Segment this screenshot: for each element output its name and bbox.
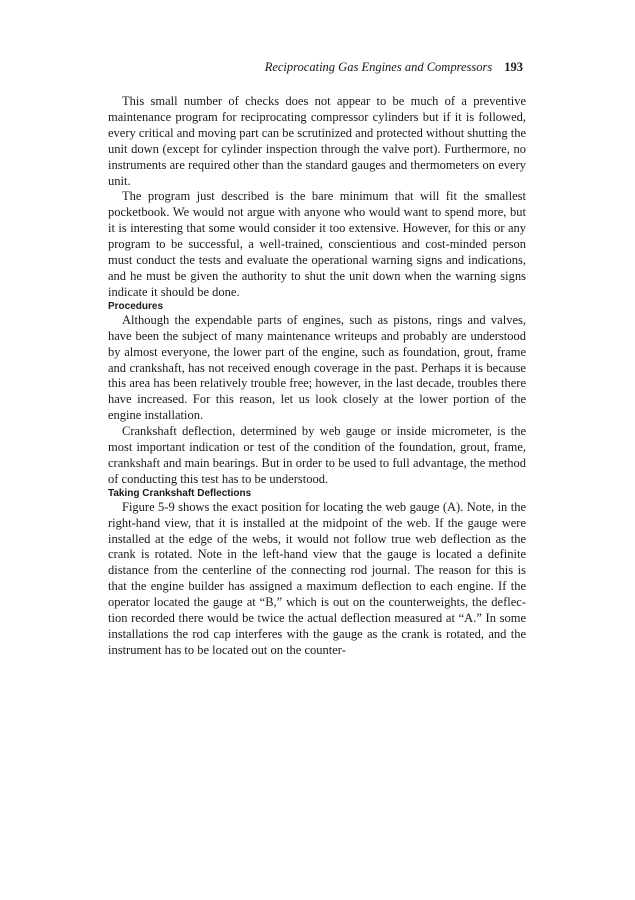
- paragraph-crankshaft-deflection: Crankshaft deflection, determined by web gauge or inside micrometer, is the most important indication or test of the condition of the foundation, grout, frame, crankshaft and main bearings. But in order to be used to full advantage, the method of conducting this test has to be understood.: [108, 424, 526, 486]
- heading-taking-crankshaft-deflections: Taking Crankshaft Deflections: [108, 487, 252, 499]
- paragraph-checks-summary: This small number of checks does not appear to be much of a preventive maintenance program for reciprocating compressor cylinders but if it is followed, every critical and moving part can be scrutinized and protected without shutting the unit down (except for cylinder inspection through the valve port). Furthermore, no instruments are required other than the standard gauges and thermometers on every unit.: [108, 94, 526, 188]
- paragraph-expendable-parts: Although the expendable parts of engines, such as pistons, rings and valves, have been the subject of many maintenance writeups and probably are understood by almost everyone, the lower part of the engine, such as foundation, grout, frame and crankshaft, has not received enough coverage in the past. Perhaps it is because this area has been relatively trouble free; however, in the last decade, troubles there have increased. For this reason, let us look closely at the lower portion of the engine installation.: [108, 312, 526, 423]
- paragraph-web-gauge: Figure 5-9 shows the exact position for locating the web gauge (A). Note, in the right-hand view, that it is installed at the midpoint of the web. If the gauge were installed at the edge of the webs, it would not follow true web deflection as the crank is rotated. Note in the left-hand view that the gauge is located a definite distance from the centerline of the connecting rod journal. The reason for this is that the engine builder has assigned a maximum deflection to each engine. If the operator located the gauge at “B,” which is out on the counterweights, the deflection recorded there would be twice the actual deflection measured at “A.” In some installations the rod cap interferes with the gauge as the crank is rotated, and the instrument has to be located out on the counter-: [108, 499, 526, 657]
- body-text: [108, 94, 526, 659]
- running-head: [265, 60, 523, 75]
- paragraph-program-minimum: The program just described is the bare minimum that will fit the smallest pocketbook. We would not argue with anyone who would want to spend more, but it is interesting that some would consider it too extensive. However, for this or any program to be successful, a well-trained, conscientious and cost-minded person must conduct the tests and evaluate the operational warning signs and indications, and he must be given the authority to shut the unit down when the warning signs indicate it should be done.: [108, 189, 526, 299]
- page-number: 193: [504, 60, 523, 74]
- heading-procedures: Procedures: [108, 300, 164, 312]
- running-title: Reciprocating Gas Engines and Compressors: [264, 60, 493, 74]
